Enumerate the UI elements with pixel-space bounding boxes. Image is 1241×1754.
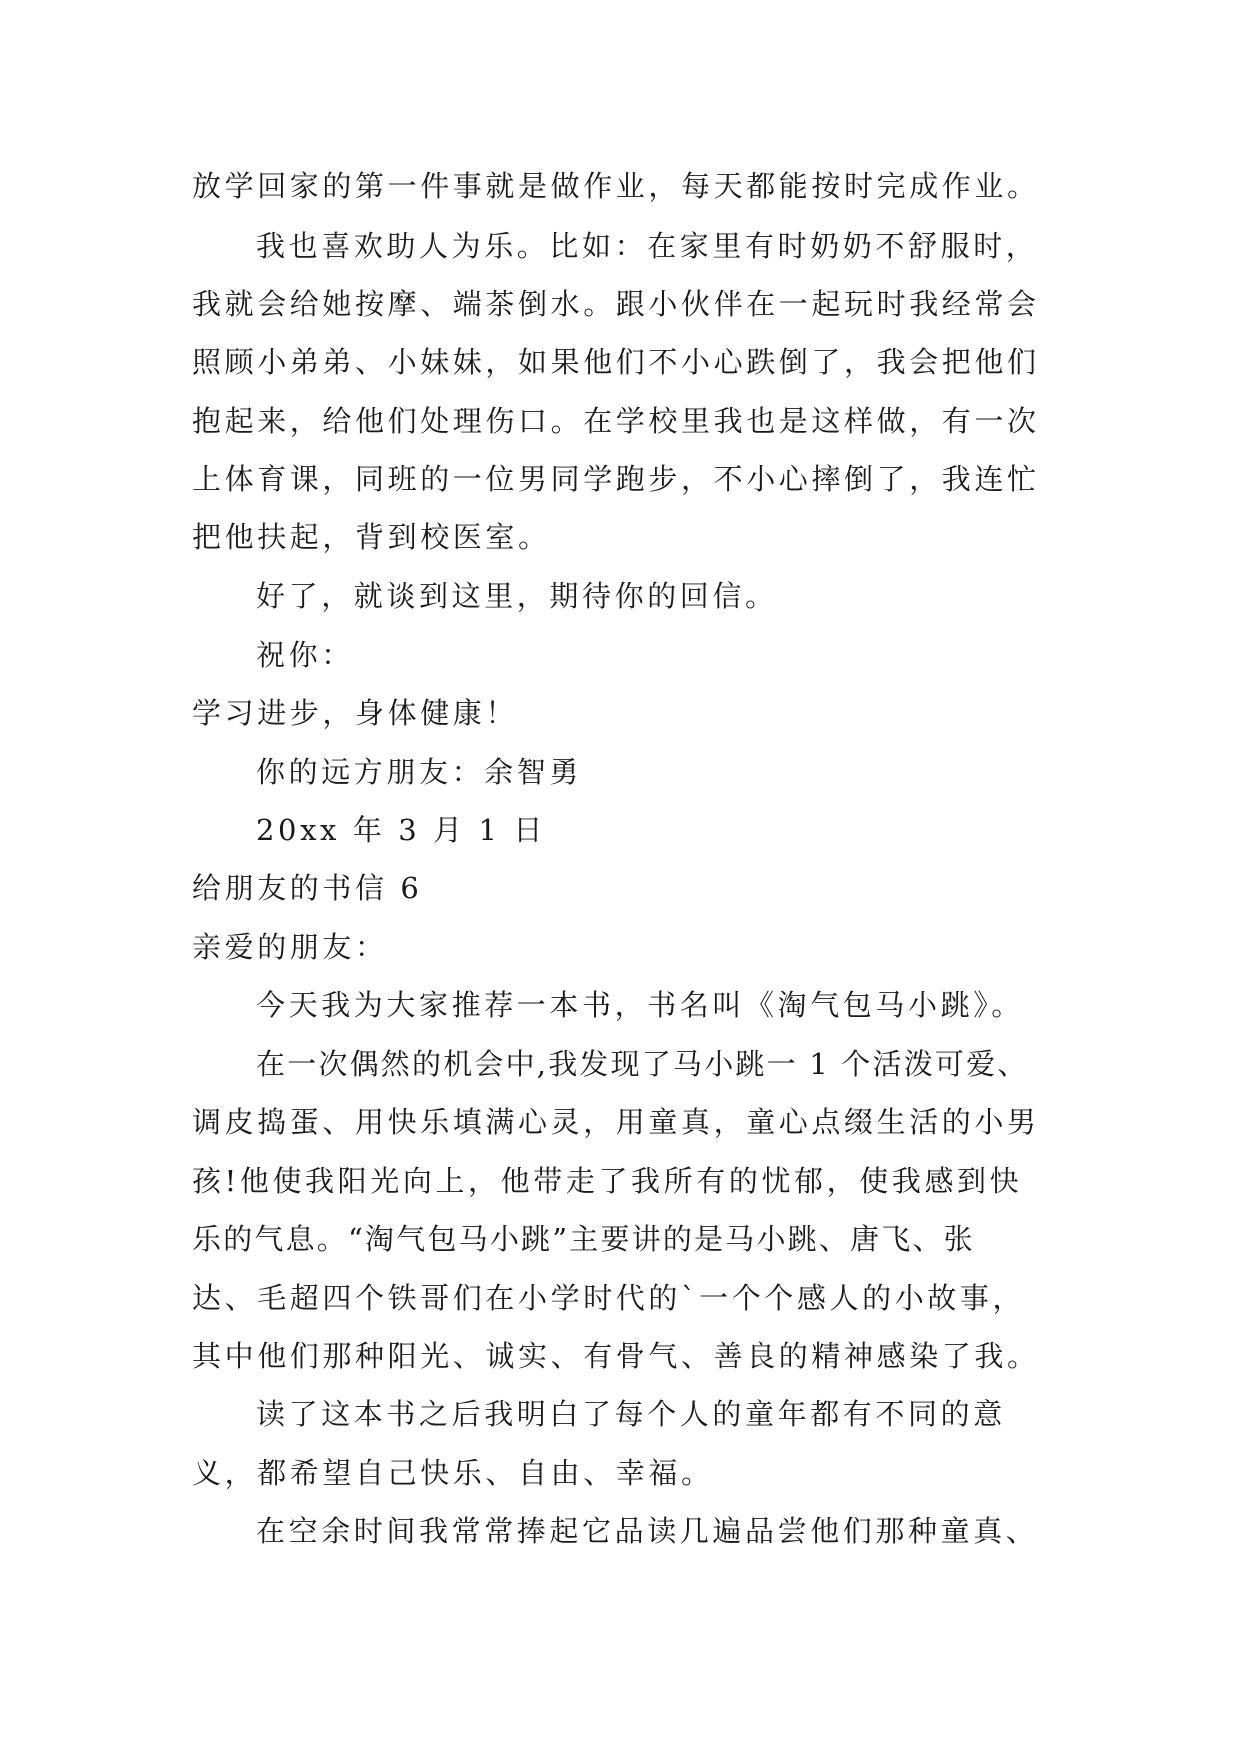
text-line: 照顾小弟弟、小妹妹，如果他们不小心跌倒了，我会把他们 bbox=[192, 345, 1040, 379]
text-line: 学习进步，身体健康！ bbox=[192, 696, 519, 730]
text-line: 我就会给她按摩、端茶倒水。跟小伙伴在一起玩时我经常会 bbox=[192, 287, 1040, 321]
text-line: 祝你： bbox=[256, 638, 354, 672]
text-line: 好了，就谈到这里，期待你的回信。 bbox=[256, 579, 778, 613]
text-line: 放学回家的第一件事就是做作业，每天都能按时完成作业。 bbox=[192, 169, 1040, 203]
text-line: 乐的气息。“淘气包马小跳”主要讲的是马小跳、唐飞、张 bbox=[192, 1222, 975, 1256]
text-line: 上体育课，同班的一位男同学跑步，不小心摔倒了，我连忙 bbox=[192, 462, 1040, 496]
text-line: 孩!他使我阳光向上，他带走了我所有的忧郁，使我感到快 bbox=[192, 1164, 1023, 1198]
text-line: 调皮捣蛋、用快乐填满心灵，用童真，童心点缀生活的小男 bbox=[192, 1105, 1040, 1139]
text-line: 把他扶起，背到校医室。 bbox=[192, 520, 551, 554]
text-line: 达、毛超四个铁哥们在小学时代的`一个个感人的小故事， bbox=[192, 1281, 1026, 1315]
text-line: 抱起来，给他们处理伤口。在学校里我也是这样做，有一次 bbox=[192, 404, 1040, 438]
text-line: 在一次偶然的机会中,我发现了马小跳一 1 个活泼可爱、 bbox=[256, 1047, 1029, 1081]
text-line: 读了这本书之后我明白了每个人的童年都有不同的意 bbox=[256, 1397, 1006, 1431]
text-line: 我也喜欢助人为乐。比如：在家里有时奶奶不舒服时， bbox=[256, 229, 1039, 263]
salutation: 亲爱的朋友： bbox=[192, 930, 388, 964]
text-line: 今天我为大家推荐一本书，书名叫《淘气包马小跳》。 bbox=[256, 988, 1024, 1022]
text-line: 其中他们那种阳光、诚实、有骨气、善良的精神感染了我。 bbox=[192, 1339, 1040, 1373]
signature-line: 你的远方朋友：余智勇 bbox=[256, 755, 583, 789]
date-line: 20xx 年 3 月 1 日 bbox=[256, 813, 547, 847]
text-line: 义，都希望自己快乐、自由、幸福。 bbox=[192, 1456, 714, 1490]
text-line: 在空余时间我常常捧起它品读几遍品尝他们那种童真、 bbox=[256, 1514, 1039, 1548]
section-title: 给朋友的书信 6 bbox=[192, 871, 423, 905]
